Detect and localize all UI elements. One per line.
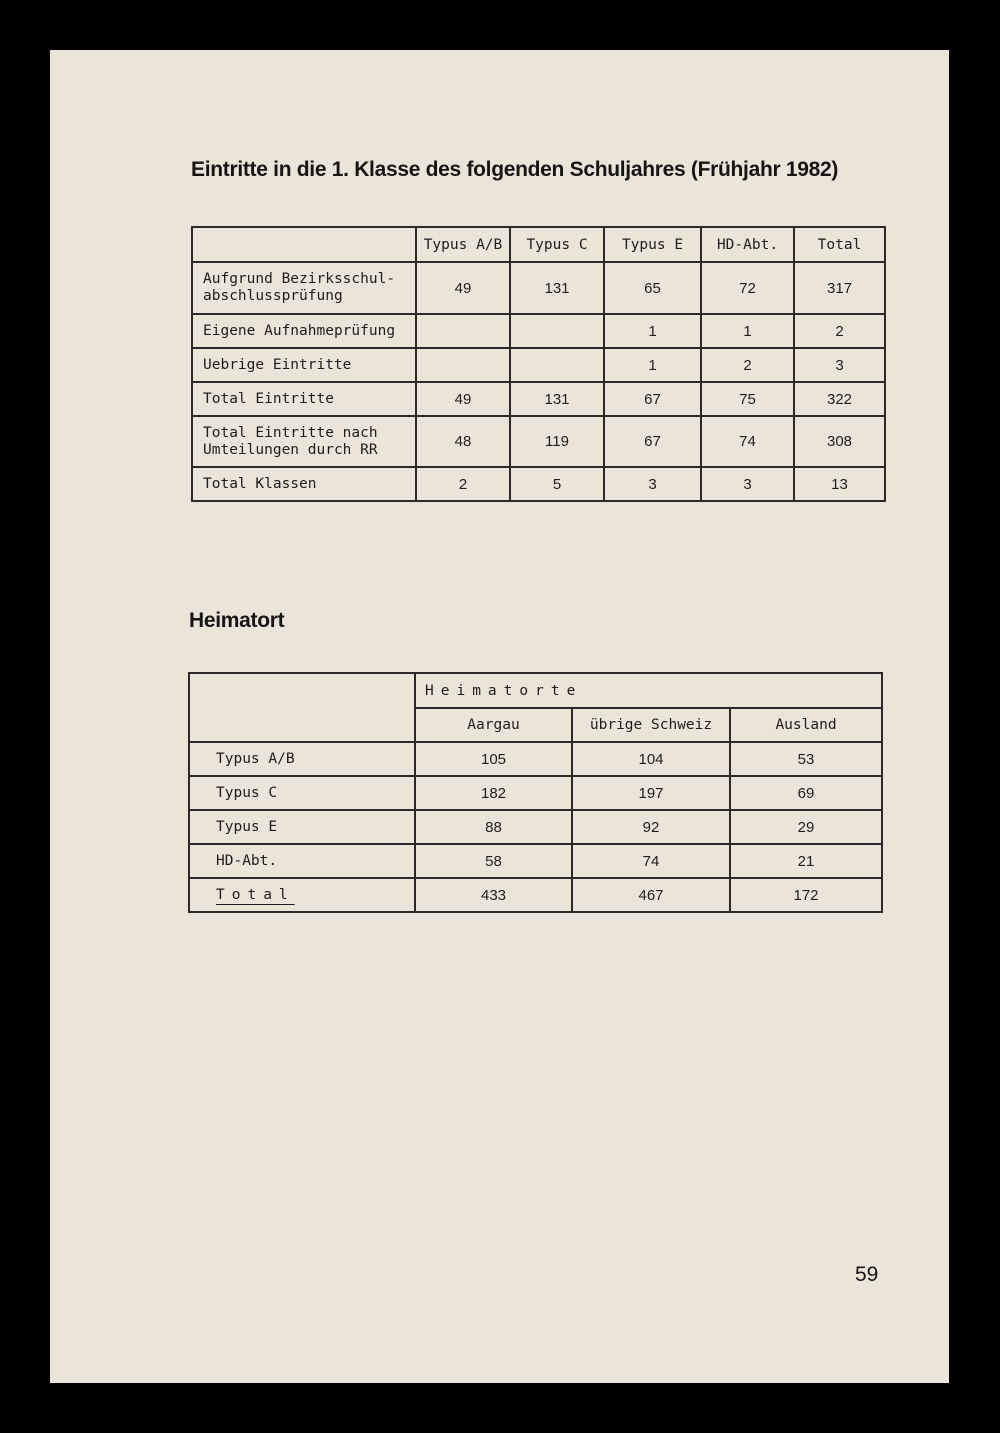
- eintritte-table: [191, 226, 886, 502]
- table-cell: [510, 314, 604, 348]
- table-row: [192, 467, 885, 501]
- column-header: Total: [794, 227, 885, 262]
- corner-cell: [189, 673, 415, 742]
- table-row: [192, 416, 885, 467]
- table-cell: [416, 314, 510, 348]
- table-cell: 322: [794, 382, 885, 416]
- table-cell: 172: [730, 878, 882, 912]
- table-cell: 1: [701, 314, 794, 348]
- total-label: Total: [216, 887, 295, 903]
- document-page: [50, 50, 949, 1383]
- table-header-row: [192, 227, 885, 262]
- row-label-total: [189, 878, 415, 912]
- column-header: Ausland: [730, 708, 882, 742]
- table-cell: 49: [416, 262, 510, 314]
- table-cell: 48: [416, 416, 510, 467]
- table-row: [189, 844, 882, 878]
- row-label: HD-Abt.: [189, 844, 415, 878]
- table-row: [192, 262, 885, 314]
- row-label: [192, 416, 416, 467]
- row-label: Typus A/B: [189, 742, 415, 776]
- row-label: Total Eintritte: [192, 382, 416, 416]
- row-label-line: Aufgrund Bezirksschul-: [203, 271, 396, 287]
- column-header: Aargau: [415, 708, 572, 742]
- row-label-line: Total Eintritte nach: [203, 424, 378, 441]
- corner-cell: [192, 227, 416, 262]
- table-row: [192, 348, 885, 382]
- page-number: 59: [855, 1263, 879, 1286]
- column-header: Typus A/B: [416, 227, 510, 262]
- table-cell: 65: [604, 262, 701, 314]
- table-cell: 3: [701, 467, 794, 501]
- section-title-heimatort: Heimatort: [189, 609, 285, 632]
- table-cell: 5: [510, 467, 604, 501]
- table-cell: 49: [416, 382, 510, 416]
- table-cell: 317: [794, 262, 885, 314]
- section-title-eintritte: Eintritte in die 1. Klasse des folgenden Schuljahres (Frühjahr 1982): [191, 158, 839, 181]
- table-cell: 67: [604, 382, 701, 416]
- table-cell: 29: [730, 810, 882, 844]
- table-cell: 119: [510, 416, 604, 467]
- table-cell: 467: [572, 878, 730, 912]
- table-cell: 75: [701, 382, 794, 416]
- table-cell: 104: [572, 742, 730, 776]
- table-cell: 197: [572, 776, 730, 810]
- table-cell: 3: [604, 467, 701, 501]
- table-cell: 53: [730, 742, 882, 776]
- table-cell: 72: [701, 262, 794, 314]
- table-cell: 105: [415, 742, 572, 776]
- column-header: Typus C: [510, 227, 604, 262]
- table-row: [192, 382, 885, 416]
- table-cell: 2: [794, 314, 885, 348]
- table-cell: 74: [701, 416, 794, 467]
- table-cell: 3: [794, 348, 885, 382]
- table-row: [189, 776, 882, 810]
- table-cell: 433: [415, 878, 572, 912]
- table-cell: [416, 348, 510, 382]
- table-cell: 1: [604, 348, 701, 382]
- table-cell: 21: [730, 844, 882, 878]
- table-cell: 69: [730, 776, 882, 810]
- heimatort-table: [188, 672, 883, 913]
- table-cell: [510, 348, 604, 382]
- row-label: Total Klassen: [192, 467, 416, 501]
- table-cell: 1: [604, 314, 701, 348]
- table-cell: 2: [701, 348, 794, 382]
- table-cell: 2: [416, 467, 510, 501]
- row-label: Typus E: [189, 810, 415, 844]
- row-label: Typus C: [189, 776, 415, 810]
- table-cell: 88: [415, 810, 572, 844]
- row-label-line: abschlussprüfung: [203, 288, 343, 304]
- table-row: [189, 878, 882, 912]
- table-cell: 131: [510, 262, 604, 314]
- table-row: [189, 810, 882, 844]
- table-row: [192, 314, 885, 348]
- table-group-header-row: [189, 673, 882, 708]
- table-cell: 74: [572, 844, 730, 878]
- group-header: Heimatorte: [415, 673, 882, 708]
- column-header: Typus E: [604, 227, 701, 262]
- table-cell: 308: [794, 416, 885, 467]
- row-label: Eigene Aufnahmeprüfung: [192, 314, 416, 348]
- table-cell: 131: [510, 382, 604, 416]
- row-label-line: Umteilungen durch RR: [203, 441, 378, 458]
- column-header: übrige Schweiz: [572, 708, 730, 742]
- table-cell: 67: [604, 416, 701, 467]
- table-cell: 92: [572, 810, 730, 844]
- table-cell: 58: [415, 844, 572, 878]
- row-label: [192, 262, 416, 314]
- column-header: HD-Abt.: [701, 227, 794, 262]
- table-cell: 13: [794, 467, 885, 501]
- table-cell: 182: [415, 776, 572, 810]
- table-row: [189, 742, 882, 776]
- row-label: Uebrige Eintritte: [192, 348, 416, 382]
